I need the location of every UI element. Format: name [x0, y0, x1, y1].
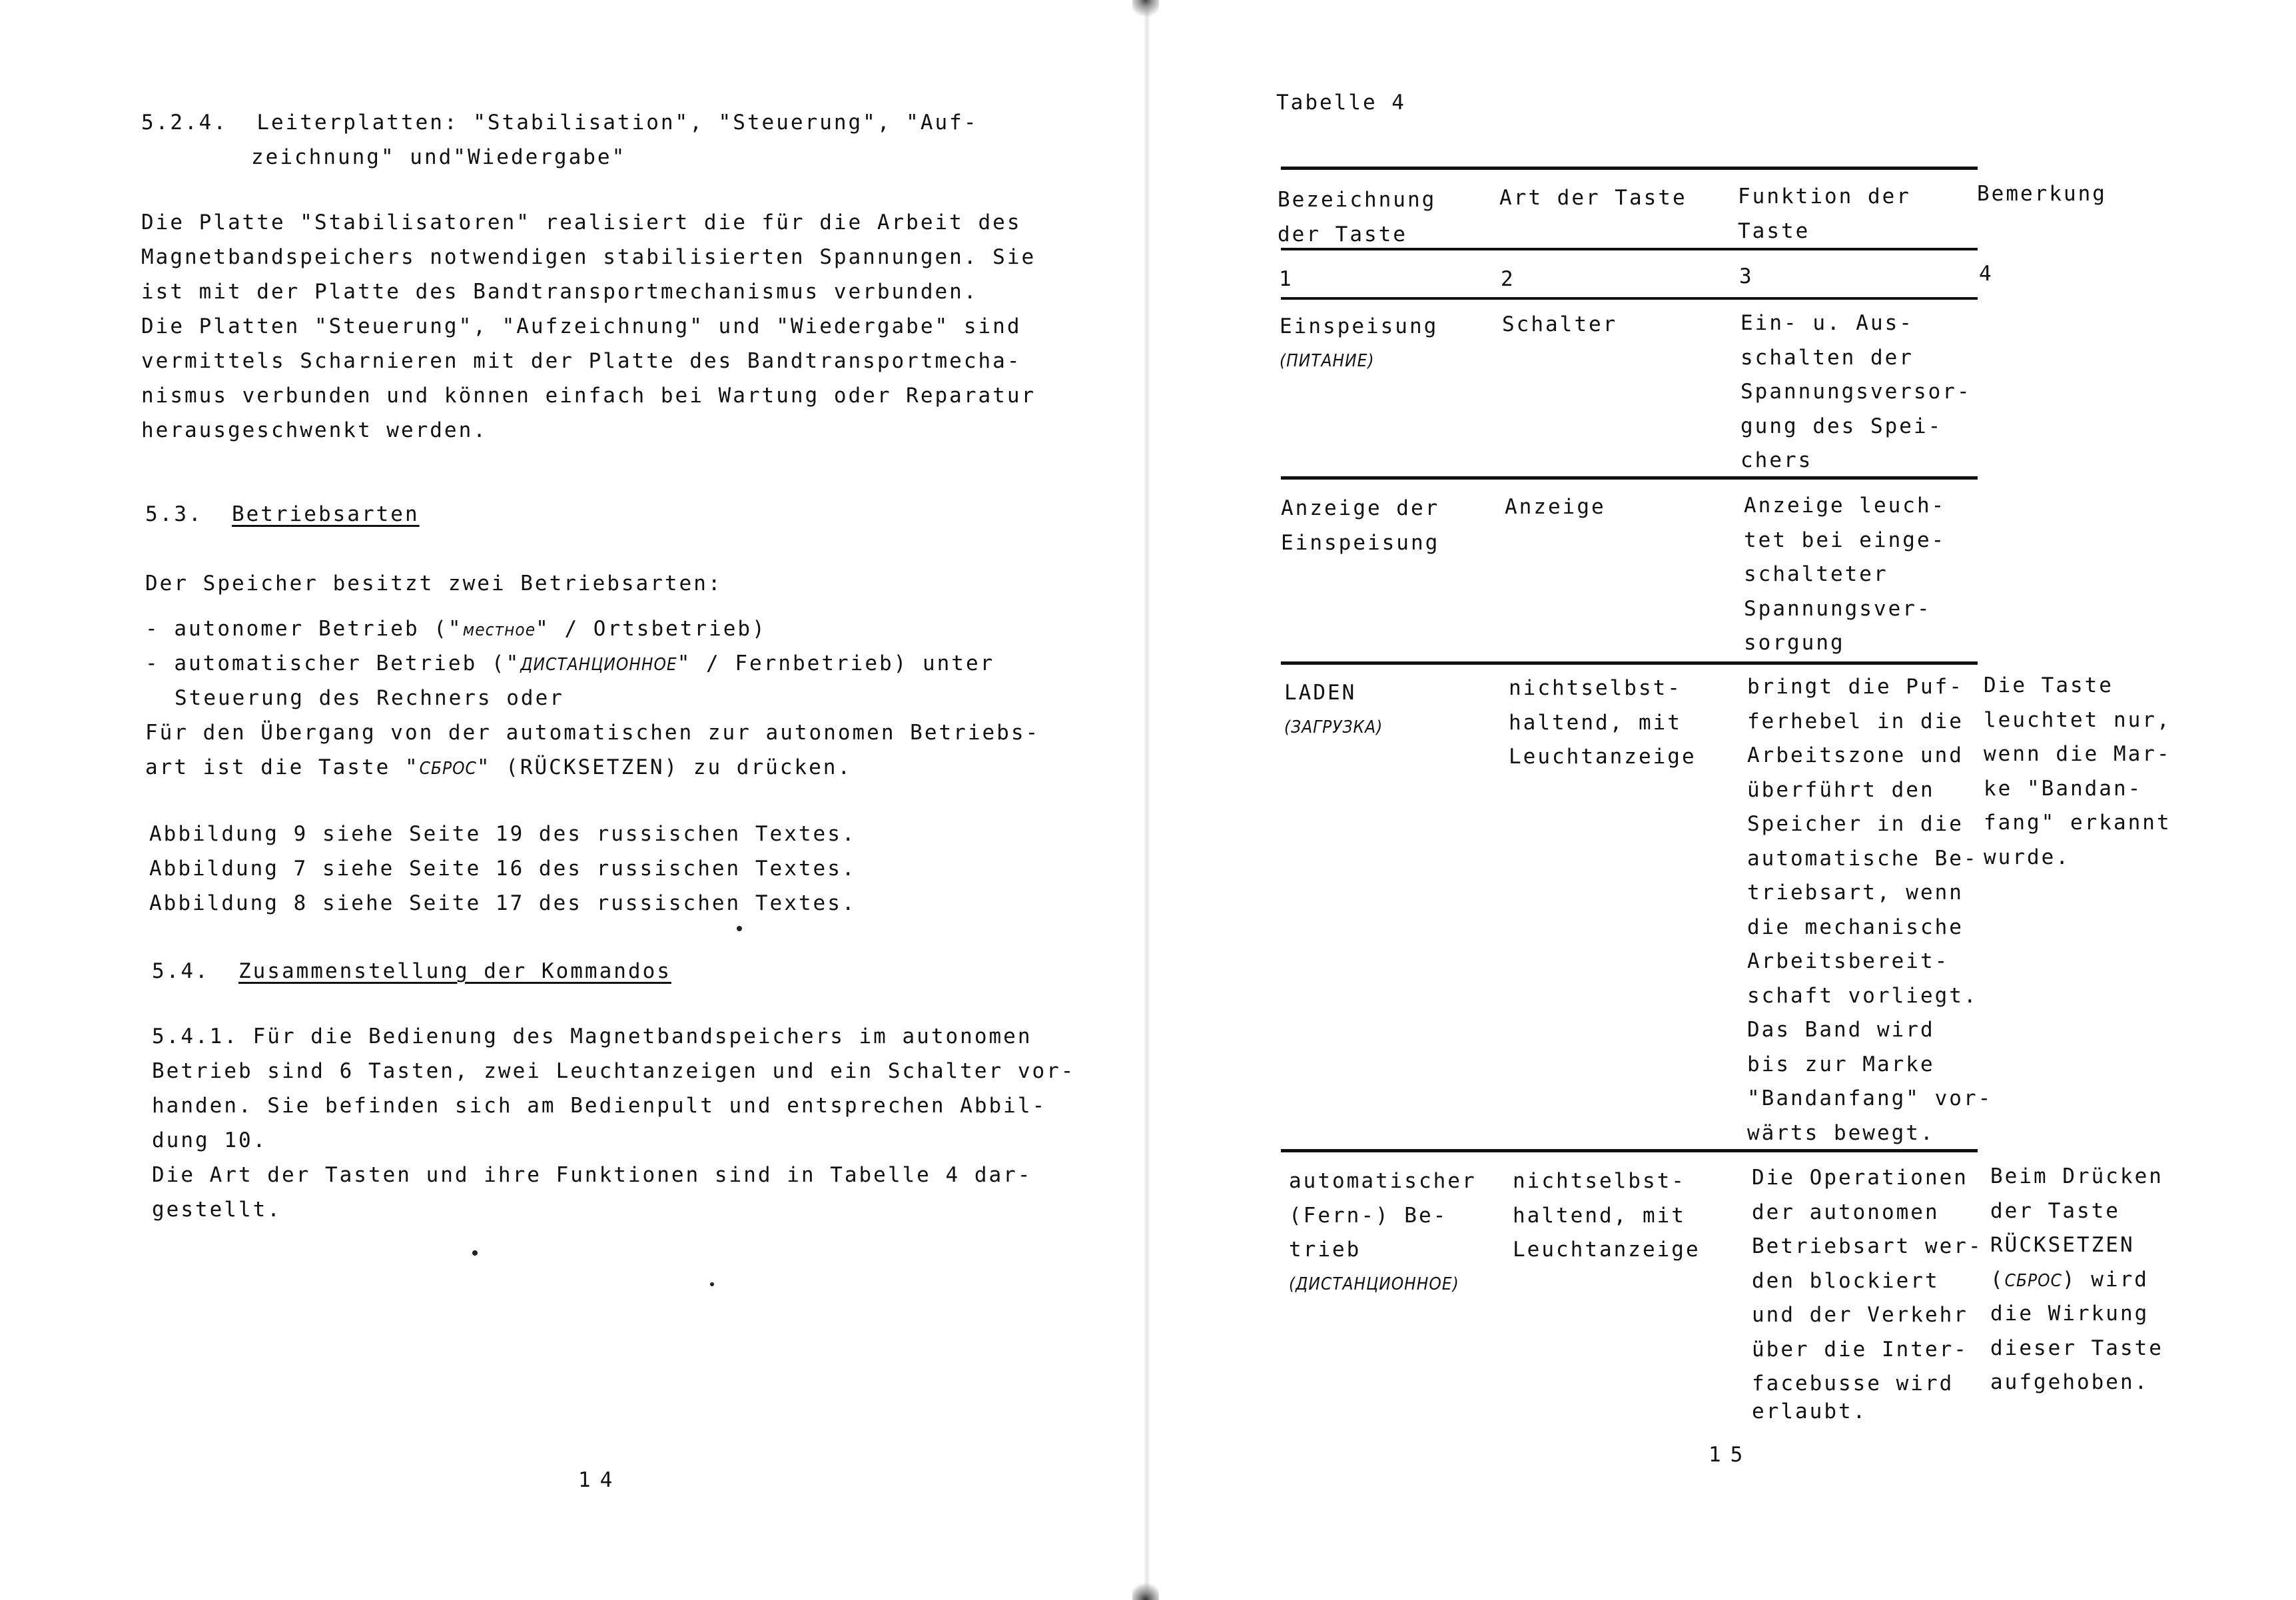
section-number: 5.4.	[152, 959, 210, 983]
column-number: 4	[1979, 262, 1994, 286]
table-cell: Die Taste leuchtet nur, wenn die Mar- ke "Bandan- fang" erkannt wurde.	[1984, 673, 2171, 869]
table-rule	[1281, 297, 1978, 300]
text-line: Die Platten "Steuerung", "Aufzeichnung" und "Wiedergabe" sind	[141, 314, 1022, 338]
table-rule	[1281, 167, 1978, 170]
specks	[737, 926, 742, 931]
text-line: Die Art der Tasten und ihre Funktionen sind in Tabelle 4 dar-	[152, 1163, 1032, 1187]
section-title-line: Leiterplatten: "Stabilisation", "Steuerung", "Auf-	[256, 111, 978, 135]
text-line: gestellt.	[152, 1198, 282, 1222]
table-cell: Anzeige der Einspeisung	[1281, 496, 1440, 555]
paragraph-5-4-1	[152, 1019, 1075, 1227]
table-caption: Tabelle 4	[1276, 91, 1406, 115]
table-cell: bringt die Puf- ferhebel in die Arbeitszone und überführt den Speicher in die automatische Be- triebsart, wenn die mechanische Arbeitsbereit- schaft vorliegt. Das Band wird bis zur Marke "Bandanfang" vor- wärts bewegt.	[1747, 675, 1993, 1145]
text-line: Magnetbandspeichers notwendigen stabilisierten Spannungen. Sie	[141, 245, 1036, 269]
russian-label: (ДИСТАНЦИОННОЕ)	[1289, 1274, 1459, 1294]
table-cell: Einspeisung (ПИТАНИЕ)	[1280, 310, 1438, 378]
table-cell: nichtselbst- haltend, mit Leuchtanzeige	[1513, 1169, 1701, 1262]
section-number: 5.3.	[145, 502, 203, 526]
figure-reference: Abbildung 8 siehe Seite 17 des russischen Textes.	[149, 891, 857, 915]
table-cell: LADEN (ЗАГРУЗКА)	[1284, 676, 1383, 745]
page-number: 15	[1709, 1443, 1752, 1467]
table-cell: Anzeige	[1505, 495, 1606, 519]
section-heading-5-3	[145, 497, 420, 532]
text-line: dung 10.	[152, 1128, 268, 1152]
russian-label: (ПИТАНИЕ)	[1280, 350, 1375, 371]
figure-reference: Abbildung 7 siehe Seite 16 des russischen Textes.	[149, 857, 857, 881]
russian-label: местное	[462, 620, 536, 640]
figure-reference: Abbildung 9 siehe Seite 19 des russischen Textes.	[149, 822, 857, 846]
section-number: 5.2.4.	[141, 111, 228, 135]
specks	[472, 1250, 478, 1256]
table-cell: Ein- u. Aus- schalten der Spannungsversor- gung des Spei- chers	[1740, 311, 1972, 472]
text-line: nismus verbunden und können einfach bei Wartung oder Reparatur	[141, 384, 1036, 408]
table-cell: Anzeige leuch- tet bei einge- schalteter Spannungsver- sorgung	[1744, 494, 1946, 655]
mode-item-automatic: - automatischer Betrieb ("ДИСТАНЦИОННОЕ" / Fernbetrieb) unter	[145, 651, 995, 675]
russian-label: ДИСТАНЦИОННОЕ	[520, 655, 677, 675]
text-line: herausgeschwenkt werden.	[141, 418, 488, 442]
table-header-cell: Bezeichnung der Taste	[1278, 188, 1437, 246]
table-cell: Schalter	[1502, 312, 1618, 336]
section-title: Zusammenstellung der Kommandos	[238, 959, 671, 983]
column-number: 3	[1739, 264, 1754, 288]
modes-list	[145, 566, 1040, 785]
russian-label: (ЗАГРУЗКА)	[1284, 717, 1383, 737]
mode-item-autonomous: - autonomer Betrieb ("местное" / Ortsbetrieb)	[145, 617, 767, 641]
section-title: Betriebsarten	[231, 502, 420, 526]
section-heading-5-2-4	[141, 105, 978, 175]
text-line: handen. Sie befinden sich am Bedienpult und entsprechen Abbil-	[152, 1094, 1047, 1118]
specks	[710, 1282, 714, 1286]
table-cell: nichtselbst- haltend, mit Leuchtanzeige	[1509, 676, 1697, 769]
text-line: Betrieb sind 6 Tasten, zwei Leuchtanzeigen und ein Schalter vor-	[152, 1059, 1076, 1083]
russian-label: СБРОС	[419, 759, 477, 779]
table-cell: automatischer (Fern-) Be- trieb (ДИСТАНЦИОННОЕ)	[1289, 1164, 1477, 1302]
text-line: vermittels Scharnieren mit der Platte des Bandtransportmecha-	[141, 349, 1022, 373]
paragraph-platten	[141, 205, 1036, 448]
figure-references	[149, 817, 857, 921]
table-header-cell: Funktion der Taste	[1738, 185, 1911, 243]
table-rule	[1281, 661, 1978, 665]
column-number: 1	[1279, 267, 1294, 291]
modes-intro: Der Speicher besitzt zwei Betriebsarten:	[145, 572, 723, 596]
text-line: Steuerung des Rechners oder	[175, 686, 564, 710]
text-line: ist mit der Platte des Bandtransportmechanismus verbunden.	[141, 280, 978, 304]
russian-label: СБРОС	[2004, 1270, 2062, 1291]
table-cell: Die Operationen der autonomen Betriebsart wer- den blockiert und der Verkehr über die Inter- facebusse wird erlaubt.	[1752, 1166, 1983, 1423]
section-title-line: zeichnung" und"Wiedergabe"	[251, 145, 627, 169]
section-heading-5-4	[152, 954, 671, 989]
right-page	[1148, 0, 2296, 1600]
table-cell: Beim Drücken der Taste RÜCKSETZEN (СБРОС) wird die Wirkung dieser Taste aufgehoben.	[1990, 1164, 2163, 1394]
column-number: 2	[1501, 267, 1515, 291]
text-line: 5.4.1. Für die Bedienung des Magnetbandspeichers im autonomen	[152, 1024, 1032, 1048]
table-header-cell: Art der Taste	[1499, 186, 1687, 210]
text-line: Die Platte "Stabilisatoren" realisiert die für die Arbeit des	[141, 210, 1022, 234]
text-line: art ist die Taste "СБРОС" (RÜCKSETZEN) zu drücken.	[145, 755, 853, 779]
table-header-cell: Bemerkung	[1977, 182, 2107, 206]
text-line: Für den Übergang von der automatischen zur autonomen Betriebs-	[145, 721, 1040, 745]
page-number: 14	[578, 1468, 622, 1492]
